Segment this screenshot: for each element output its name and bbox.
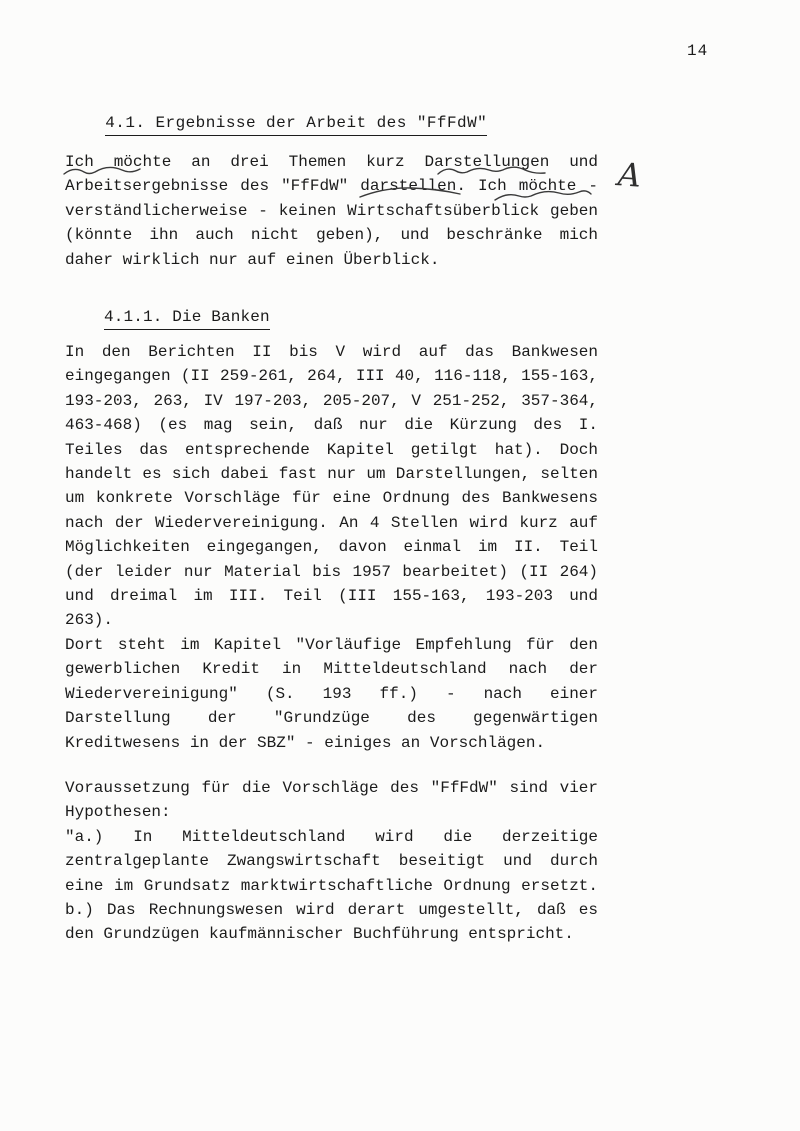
- page-number: 14: [687, 42, 709, 60]
- text-line: Ich möchte an drei Themen kurz Darstellungen und: [65, 153, 598, 171]
- text-line: verständlicherweise - keinen Wirtschaftsüberblick geben: [65, 201, 598, 220]
- heading-4-1-1-text: 4.1.1. Die Banken: [104, 308, 270, 330]
- text-line: um konkrete Vorschläge für eine Ordnung des Bankwesens: [65, 489, 598, 508]
- text-line: nach der Wiedervereinigung. An 4 Stellen wird kurz auf: [65, 513, 598, 532]
- text-line: eingegangen (II 259-261, 264, III 40, 116-118, 155-163,: [65, 367, 598, 386]
- text-line: b.) Das Rechnungswesen wird derart umgestellt, daß es: [65, 900, 598, 919]
- text-line: "a.) In Mitteldeutschland wird die derzeitige: [65, 827, 598, 846]
- heading-4-1-text: 4.1. Ergebnisse der Arbeit des "FfFdW": [105, 114, 487, 136]
- paragraph-intro: [65, 150, 598, 272]
- text-line: Arbeitsergebnisse des "FfFdW" darstellen. Ich möchte -: [65, 177, 598, 196]
- text-line: Dort steht im Kapitel "Vorläufige Empfehlung für den: [65, 636, 598, 654]
- text-line: 463-468) (es mag sein, daß nur die Kürzung des I.: [65, 416, 598, 435]
- text-line: Hypothesen:: [65, 803, 171, 822]
- handwritten-margin-letter: A: [616, 155, 643, 195]
- text-line: 263).: [65, 611, 114, 630]
- text-line: und dreimal im III. Teil (III 155-163, 193-203 und: [65, 586, 598, 605]
- text-line: Voraussetzung für die Vorschläge des "FfFdW" sind vier: [65, 779, 598, 797]
- text-line: zentralgeplante Zwangswirtschaft beseitigt und durch: [65, 852, 598, 871]
- heading-4-1: [65, 96, 487, 154]
- text-line: Teiles das entsprechende Kapitel getilgt hat). Doch: [65, 440, 598, 459]
- text-line: Möglichkeiten eingegangen, davon einmal im II. Teil: [65, 538, 598, 557]
- text-line: Darstellung der "Grundzüge des gegenwärtigen: [65, 709, 598, 728]
- text-line: (könnte ihn auch nicht geben), und beschränke mich: [65, 226, 598, 245]
- paragraph-hypothesen: [65, 776, 598, 947]
- text-line: (der leider nur Material bis 1957 bearbeitet) (II 264): [65, 562, 598, 581]
- text-line: gewerblichen Kredit in Mitteldeutschland nach der: [65, 660, 598, 679]
- text-line: den Grundzügen kaufmännischer Buchführung entspricht.: [65, 925, 574, 944]
- text-line: In den Berichten II bis V wird auf das Bankwesen: [65, 343, 598, 361]
- text-line: Kreditwesens in der SBZ" - einiges an Vorschlägen.: [65, 733, 546, 752]
- text-line: 193-203, 263, IV 197-203, 205-207, V 251-252, 357-364,: [65, 391, 598, 410]
- paragraph-kapitel-empfehlung: [65, 633, 598, 755]
- text-line: handelt es sich dabei fast nur um Darstellungen, selten: [65, 464, 598, 483]
- paragraph-berichte-bankwesen: [65, 340, 598, 633]
- text-line: daher wirklich nur auf einen Überblick.: [65, 250, 440, 269]
- text-line: Wiedervereinigung" (S. 193 ff.) - nach einer: [65, 684, 598, 703]
- text-line: eine im Grundsatz marktwirtschaftliche Ordnung ersetzt.: [65, 876, 598, 895]
